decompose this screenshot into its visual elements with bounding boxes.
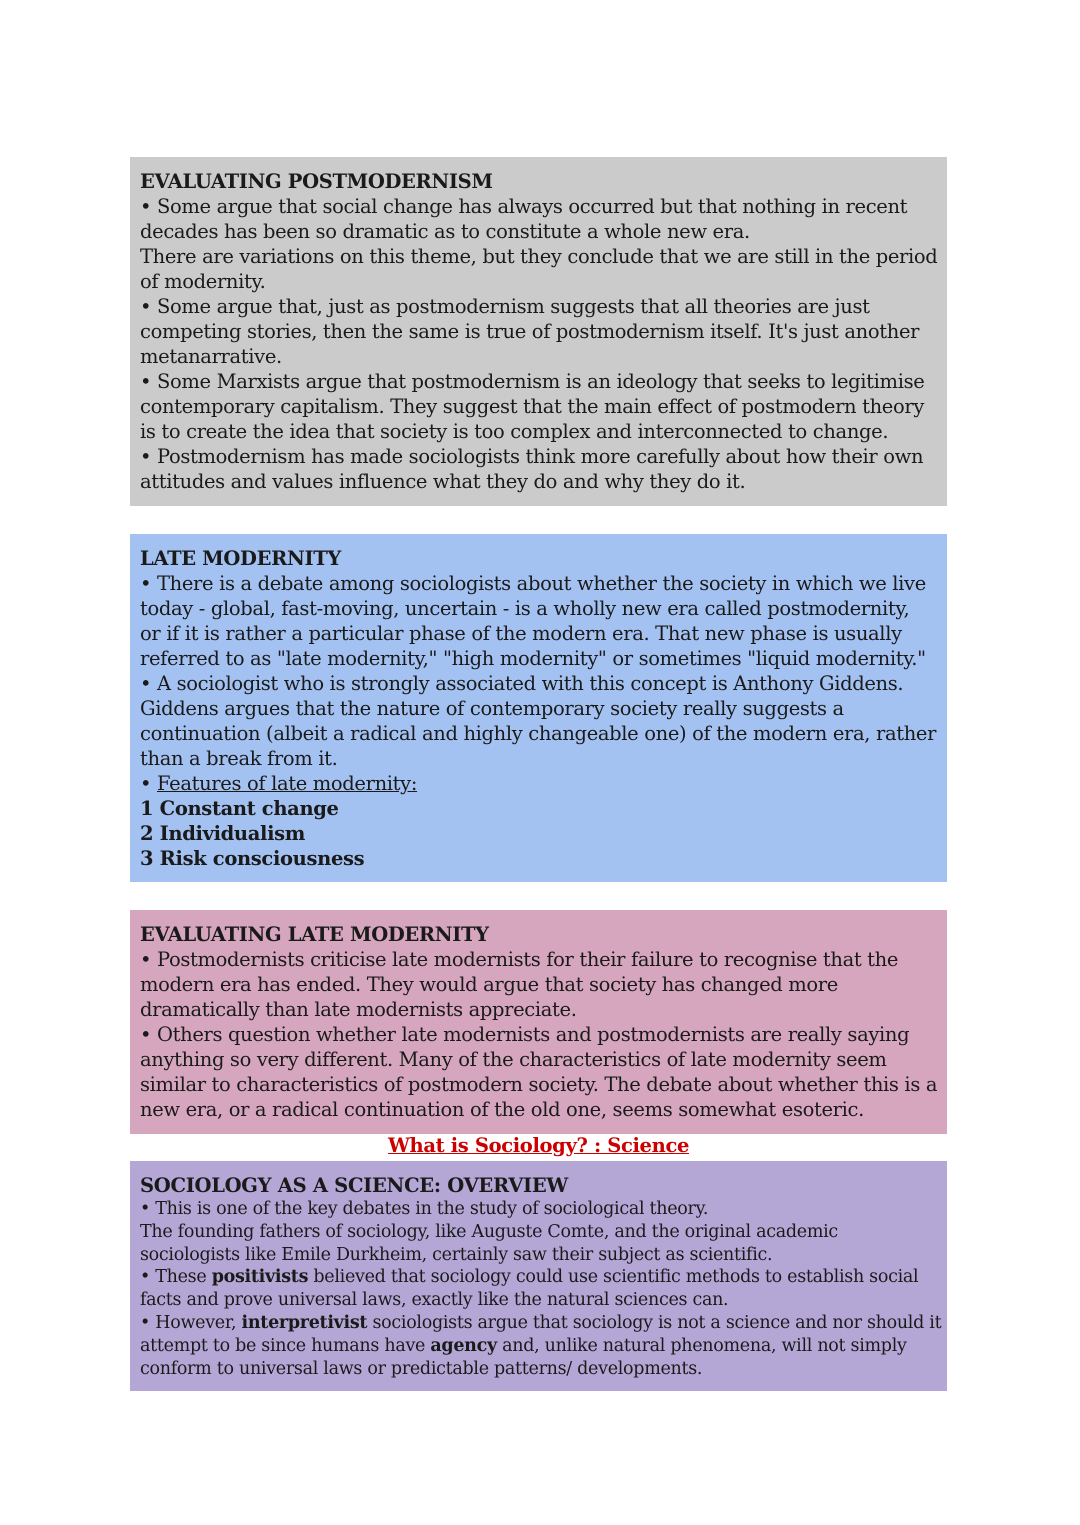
text-line	[140, 1266, 937, 1289]
evaluating-postmodernism-box	[130, 157, 947, 506]
text-segment: and, unlike natural phenomena, will not simply	[496, 1335, 907, 1356]
text-line: referred to as "late modernity," "high modernity" or sometimes "liquid modernity."	[140, 647, 926, 670]
text-line: • Some Marxists argue that postmodernism is an ideology that seeks to legitimise	[140, 370, 925, 393]
text-line: conform to universal laws or predictable patterns/ developments.	[140, 1358, 703, 1379]
text-line: • Postmodernists criticise late modernists for their failure to recognise that the	[140, 948, 899, 971]
text-line: • Some argue that, just as postmodernism suggests that all theories are just	[140, 295, 870, 318]
evaluating-late-modernity-box	[130, 910, 947, 1134]
text-segment: sociologists argue that sociology is not a science and nor should it	[367, 1312, 942, 1333]
feature-item: 2 Individualism	[140, 822, 306, 845]
evaluating-late-modernity-heading: EVALUATING LATE MODERNITY	[140, 923, 489, 946]
text-line: metanarrative.	[140, 345, 282, 368]
agency-term: agency	[430, 1335, 497, 1356]
text-segment: • However,	[140, 1312, 242, 1333]
feature-item: 3 Risk consciousness	[140, 847, 365, 870]
text-line: continuation (albeit a radical and highly changeable one) of the modern era, rather	[140, 722, 937, 745]
sociology-science-box	[130, 1161, 947, 1391]
text-segment: believed that sociology could use scientific methods to establish social	[308, 1267, 919, 1288]
feature-item: 1 Constant change	[140, 797, 339, 820]
features-line	[140, 771, 937, 796]
late-modernity-heading: LATE MODERNITY	[140, 547, 341, 570]
sociology-science-heading: SOCIOLOGY AS A SCIENCE: OVERVIEW	[140, 1174, 569, 1197]
text-line: contemporary capitalism. They suggest that the main effect of postmodern theory	[140, 395, 925, 418]
text-line: • This is one of the key debates in the study of sociological theory.	[140, 1199, 709, 1219]
text-line: facts and prove universal laws, exactly like the natural sciences can.	[140, 1290, 729, 1311]
text-line: sociologists like Emile Durkheim, certainly saw their subject as scientific.	[140, 1244, 773, 1265]
text-line: dramatically than late modernists appreciate.	[140, 998, 577, 1021]
features-bullet: •	[140, 772, 158, 795]
text-line	[140, 1312, 942, 1335]
evaluating-postmodernism-heading: EVALUATING POSTMODERNISM	[140, 170, 493, 193]
text-segment: • These	[140, 1267, 212, 1288]
text-line	[140, 1335, 937, 1358]
text-line: competing stories, then the same is true of postmodernism itself. It's just another	[140, 320, 920, 343]
text-line: There are variations on this theme, but they conclude that we are still in the period	[140, 245, 938, 268]
text-line: than a break from it.	[140, 747, 338, 770]
late-modernity-box	[130, 534, 947, 882]
text-line: The founding fathers of sociology, like Auguste Comte, and the original academic	[140, 1221, 838, 1242]
text-line: or if it is rather a particular phase of the modern era. That new phase is usually	[140, 622, 902, 645]
text-line: • Others question whether late modernists and postmodernists are really saying	[140, 1023, 910, 1046]
text-line: today - global, fast-moving, uncertain - is a wholly new era called postmodernity,	[140, 597, 910, 620]
text-line: is to create the idea that society is too complex and interconnected to change.	[140, 420, 889, 443]
text-line: • A sociologist who is strongly associated with this concept is Anthony Giddens.	[140, 672, 904, 695]
section-title-link[interactable]: What is Sociology? : Science	[387, 1134, 690, 1157]
text-line: modern era has ended. They would argue that society has changed more	[140, 973, 838, 996]
text-line: attitudes and values influence what they do and why they do it.	[140, 470, 746, 493]
text-line: • There is a debate among sociologists about whether the society in which we live	[140, 572, 926, 595]
text-line: of modernity.	[140, 270, 266, 293]
text-line: • Postmodernism has made sociologists think more carefully about how their own	[140, 445, 924, 468]
text-line: similar to characteristics of postmodern society. The debate about whether this is a	[140, 1073, 938, 1096]
text-segment: attempt to be since humans have	[140, 1335, 431, 1356]
text-line: anything so very different. Many of the characteristics of late modernity seem	[140, 1048, 887, 1071]
text-line: Giddens argues that the nature of contemporary society really suggests a	[140, 697, 844, 720]
positivists-term: positivists	[211, 1267, 309, 1288]
interpretivist-term: interpretivist	[241, 1312, 368, 1333]
text-line: new era, or a radical continuation of the old one, seems somewhat esoteric.	[140, 1098, 864, 1121]
text-line: decades has been so dramatic as to constitute a whole new era.	[140, 220, 750, 243]
features-label: Features of late modernity:	[157, 772, 418, 795]
text-line: • Some argue that social change has always occurred but that nothing in recent	[140, 195, 908, 218]
